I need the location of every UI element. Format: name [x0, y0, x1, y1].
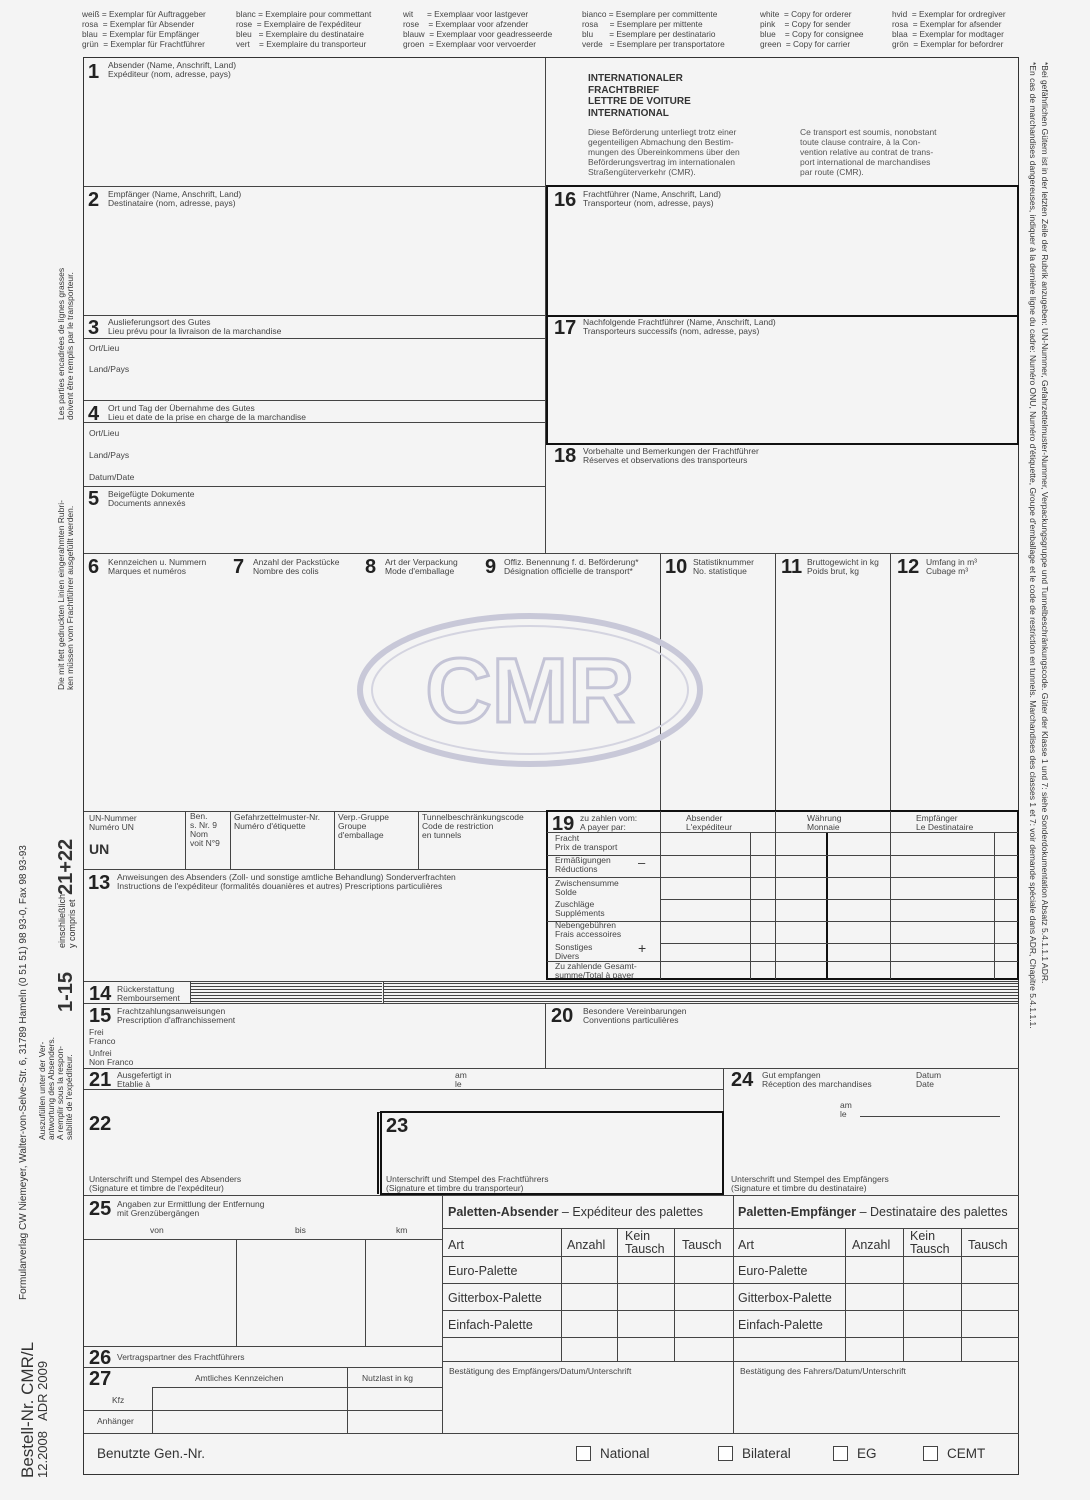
copy-legend-fr: blanc = Exemplaire pour commettant rose = Exemplaire de l'expéditeur bleu = Exemplaire du destinataire vert = Exemplaire du transporteur [236, 9, 372, 49]
field-number: 4 [88, 403, 100, 425]
sender-field[interactable] [84, 85, 544, 185]
pallet-exchange-header: Tausch [682, 1238, 722, 1252]
edition-date: 12.2008 ADR 2009 [35, 1360, 50, 1478]
pallet-row-label: Euro-Palette [448, 1264, 518, 1278]
pallet-type-header: Art [448, 1238, 464, 1252]
copy-legend-da: hvid = Exemplar for ordregiver rosa = Exemplar for afsender blaa = Exemplar for modtager grön = Exemplar for befordrer [892, 9, 1006, 49]
pay-row-label: Zu zahlende Gesamt- summe/Total à payer [555, 961, 637, 980]
contracting-party-label: Vertragspartner des Frachtführers [117, 1352, 245, 1362]
order-number: Bestell-Nr. CMR/L [18, 1341, 37, 1478]
copy-legend-it: bianco = Esemplare per committente rosa = Esemplare per mittente blu = Esemplare per destinatario verde = Esemplare per transportatore [582, 9, 725, 49]
publisher-info: Formularverlag CW Niemeyer, Walter-von-Selve-Str. 6, 31789 Hameln (0 51 51) 98 93-0, Fax 98 93-93 [18, 845, 29, 1300]
pallet-exchange-header: Tausch [968, 1238, 1008, 1252]
un-number-label: UN-Nummer Numéro UN [89, 813, 137, 832]
inclusive-label: einschließlich y compris et [57, 893, 77, 948]
pallet-row-label: Einfach-Palette [448, 1318, 533, 1332]
franco-label: Frei Franco [89, 1027, 116, 1046]
label-number-label: Gefahrzettelmuster-Nr. Numéro d'étiquette [234, 812, 320, 831]
payload-label: Nutzlast in kg [362, 1373, 414, 1383]
range-label: 1-15 [55, 971, 77, 1012]
cmr-logo [355, 610, 705, 770]
documents-label: Beigefügte Dokumente Documents annexés [108, 489, 195, 508]
pallet-no-exchange-header: Kein Tausch [625, 1229, 665, 1256]
pay-row-label: Zwischensumme Solde [555, 878, 619, 897]
marks-label: Kennzeichen u. Nummern Marques et numéros [108, 557, 207, 576]
consignee-signature-label: Unterschrift und Stempel des Empfängers (Signature et timbre du destinataire) [731, 1174, 889, 1193]
sender-label: Absender (Name, Anschrift, Land) Expéditeur (nom, adresse, pays) [108, 60, 237, 79]
carrier-label: Frachtführer (Name, Anschrift, Land) Transporteur (nom, adresse, pays) [583, 189, 721, 208]
consignee-label: Empfänger (Name, Anschrift, Land) Destinataire (nom, adresse, pays) [108, 189, 242, 208]
plus-sign: + [638, 940, 647, 956]
packing-group-label: Verp.-Gruppe Groupe d'emballage [338, 812, 390, 840]
pallet-row-label: Gitterbox-Palette [448, 1291, 542, 1305]
country-label: Land/Pays [89, 450, 130, 460]
sender-col-label: Absender L'expéditeur [686, 813, 733, 832]
field-number: 2 [88, 189, 100, 211]
pay-row-label: Zuschläge Suppléments [555, 899, 605, 918]
bilateral-checkbox[interactable] [718, 1446, 733, 1461]
city-label: Ort/Lieu [89, 428, 120, 438]
payable-by-label: zu zahlen vom: A payer par: [580, 813, 638, 832]
packages-label: Anzahl der Packstücke Nombre des colis [253, 557, 340, 576]
national-label: National [600, 1446, 650, 1461]
sender-signature-label: Unterschrift und Stempel des Absenders (Signature et timbre de l'expéditeur) [89, 1174, 242, 1193]
pay-row-label: Ermäßigungen Réductions [555, 855, 611, 874]
bold-lines-note-de: Die mit fett gedruckten Linien eingerahmten Rubri- ken müssen vom Frachtführer ausgefüllt werden. [56, 500, 75, 690]
trailer-label: Anhänger [97, 1416, 134, 1426]
description-label: Offiz. Benennung f. d. Beförderung* Désignation officielle de transport* [504, 557, 639, 576]
pallet-row-label: Gitterbox-Palette [738, 1291, 832, 1305]
cemt-checkbox[interactable] [923, 1446, 938, 1461]
bilateral-label: Bilateral [742, 1446, 791, 1461]
pallet-no-exchange-header: Kein Tausch [910, 1229, 950, 1256]
field-number: 25 [89, 1198, 112, 1220]
date-label: Datum Date [916, 1070, 942, 1089]
field-number: 23 [386, 1115, 409, 1137]
field-number: 16 [554, 189, 577, 211]
field-number: 8 [365, 556, 377, 578]
field-number: 18 [554, 445, 577, 467]
pallet-type-header: Art [738, 1238, 754, 1252]
field-number: 13 [88, 872, 111, 894]
field-number: 12 [897, 556, 920, 578]
cmr-notice-fr: Ce transport est soumis, nonobstant toute clause contraire, à la Con- vention relative au contrat de trans- port international de marchandises par route (CMR). [800, 127, 937, 177]
dangerous-goods-note-fr: *En cas de marchandises dangereuses, indiquer à la dernière ligne du cadre: Numéro ONU, Numéro d'étiquette, Groupe d'emballage et le code de restriction en tunnels. Marchandises des classes 1 et 7: voir demande spéciale dans ADR, Chapitre 5.4.1.1.1. [1028, 62, 1038, 1029]
eg-label: EG [857, 1446, 877, 1461]
currency-col-label: Währung Monnaie [807, 813, 842, 832]
field-number: 5 [88, 488, 100, 510]
field-number: 24 [731, 1069, 754, 1091]
dangerous-goods-note-de: *Bei gefährlichen Gütern ist in der letzten Zeile der Rubrik anzugeben: UN-Nummer, Gefahrzettelmuster-Nummer, Verpackungsgruppe und Tunnelbeschränkungscode. Güter der Klasse 1 und 7: siehe Sonderdokumentation Absatz 5.4.1.1.1 ADR. [1040, 62, 1050, 984]
range-label: 21+22 [55, 838, 77, 895]
volume-label: Umfang in m³ Cubage m³ [926, 557, 978, 576]
field-number: 17 [554, 317, 577, 339]
pallet-recipient-title: Paletten-Empfänger – Destinataire des palettes [738, 1205, 1008, 1219]
pay-row-label: Fracht Prix de transport [555, 833, 618, 852]
field-number: 1 [88, 61, 100, 83]
bold-lines-note-fr: Les parties encadrées de lignes grasses doivent être remplis par le transporteur. [56, 267, 75, 420]
tunnel-code-label: Tunnelbeschränkungscode Code de restriction en tunnels [422, 812, 524, 840]
established-in-label: Ausgefertigt in Etablie à [117, 1070, 172, 1089]
pallet-row-label: Euro-Palette [738, 1264, 808, 1278]
carrier-field[interactable] [550, 212, 1015, 312]
pallet-row-label: Einfach-Palette [738, 1318, 823, 1332]
distance-label: Angaben zur Ermittlung der Entfernung mit Grenzübergängen [117, 1199, 265, 1218]
minus-sign: – [638, 855, 646, 870]
eg-checkbox[interactable] [833, 1446, 848, 1461]
field-number: 10 [665, 556, 688, 578]
field-number: 26 [89, 1347, 112, 1369]
field-number: 7 [233, 556, 245, 578]
field-number: 11 [781, 556, 803, 578]
refund-label: Rückerstattung Remboursement [117, 984, 180, 1003]
pay-row-label: Nebengebühren Frais accessoires [555, 920, 622, 939]
non-franco-label: Unfrei Non Franco [89, 1048, 134, 1067]
consignee-field[interactable] [84, 212, 544, 312]
field-number: 20 [551, 1005, 574, 1027]
document-title: INTERNATIONALER FRACHTBRIEF LETTRE DE VOITURE INTERNATIONAL [588, 73, 691, 119]
km-label: km [396, 1225, 408, 1235]
cemt-label: CEMT [947, 1446, 986, 1461]
field-number: 9 [485, 556, 497, 578]
name-ref-label: Ben. s. Nr. 9 Nom voit N°9 [190, 811, 220, 848]
successive-carriers-label: Nachfolgende Frachtführer (Name, Anschrift, Land) Transporteurs successifs (nom, adresse, pays) [583, 317, 776, 336]
sender-responsibility-note: Auszufüllen unter der Ver- antwortung des Absenders. A remplir sous la respon- sabilité de l'expéditeur. [37, 1036, 74, 1140]
reservations-label: Vorbehalte und Bemerkungen der Frachtführer Réserves et observations des transporteurs [583, 446, 759, 465]
consignee-col-label: Empfänger Le Destinataire [916, 813, 974, 832]
field-number: 22 [89, 1113, 112, 1135]
cmr-notice-de: Diese Beförderung unterliegt trotz einer gegenteiligen Abmachung den Bestim- mungen des Übereinkommens über den Beförderungsvertrag im internationalen Straßengüterverkehr (CMR). [588, 127, 740, 177]
country-label: Land/Pays [89, 364, 130, 374]
on-date-label: am le [455, 1070, 467, 1089]
truck-label: Kfz [112, 1395, 125, 1405]
used-permit-label: Benutzte Gen.-Nr. [97, 1446, 206, 1461]
recipient-confirmation-label: Bestätigung des Empfängers/Datum/Unterschrift [449, 1366, 632, 1376]
registration-label: Amtliches Kennzeichen [195, 1373, 284, 1383]
field-number: 15 [89, 1005, 112, 1027]
cmr-logo-text: CMR [425, 640, 635, 742]
payment-instructions-label: Frachtzahlungsanweisungen Prescription d'affranchissement [117, 1006, 236, 1025]
copy-legend-nl: wit = Exemplaar voor lastgever rose = Exemplaar voor afzender blauw = Exemplaar voor geadresseerde groen = Exemplaar voor vervoerder [403, 9, 553, 49]
delivery-place-label: Auslieferungsort des Gutes Lieu prévu pour la livraison de la marchandise [108, 317, 282, 336]
refund-hatching [384, 983, 1018, 1002]
city-label: Ort/Lieu [89, 343, 120, 353]
un-prefix: UN [89, 841, 110, 857]
copy-legend-de: weiß = Exemplar für Auftraggeber rosa = Exemplar für Absender blau = Exemplar für Empfänger grün = Exemplar für Frachtführer [82, 9, 206, 49]
packing-label: Art der Verpackung Mode d'emballage [385, 557, 458, 576]
special-agreements-label: Besondere Vereinbarungen Conventions particulières [583, 1006, 687, 1025]
field-number: 21 [89, 1069, 112, 1091]
refund-hatching [191, 983, 382, 1002]
national-checkbox[interactable] [576, 1446, 591, 1461]
takeover-label: Ort und Tag der Übernahme des Gutes Lieu et date de la prise en charge de la marchandise [108, 403, 306, 422]
pallet-count-header: Anzahl [567, 1238, 606, 1252]
field-number: 6 [88, 556, 100, 578]
field-number: 27 [89, 1368, 112, 1390]
on-date-label: am le [840, 1100, 852, 1119]
date-label: Datum/Date [89, 472, 135, 482]
from-label: von [150, 1225, 164, 1235]
weight-label: Bruttogewicht in kg Poids brut, kg [807, 557, 879, 576]
pay-row-label: Sonstiges Divers [555, 942, 593, 961]
pallet-count-header: Anzahl [852, 1238, 891, 1252]
statistic-label: Statistiknummer No. statistique [693, 557, 754, 576]
driver-confirmation-label: Bestätigung des Fahrers/Datum/Unterschrift [740, 1366, 906, 1376]
field-number: 3 [88, 317, 100, 339]
field-number: 19 [552, 813, 575, 835]
pallet-sender-title: Paletten-Absender – Expéditeur des palettes [448, 1205, 703, 1219]
to-label: bis [295, 1225, 306, 1235]
goods-received-label: Gut empfangen Réception des marchandises [762, 1070, 872, 1089]
field-number: 14 [89, 983, 112, 1005]
copy-legend-en: white = Copy for orderer pink = Copy for sender blue = Copy for consignee green = Copy for carrier [760, 9, 864, 49]
carrier-signature-label: Unterschrift und Stempel des Frachtführers (Signature et timbre du transporteur) [386, 1174, 549, 1193]
sender-instructions-label: Anweisungen des Absenders (Zoll- und sonstige amtliche Behandlung) Sonderverfrachten Instructions de l'expéditeur (formalités douanières et autres) Prescriptions particulières [117, 872, 456, 891]
